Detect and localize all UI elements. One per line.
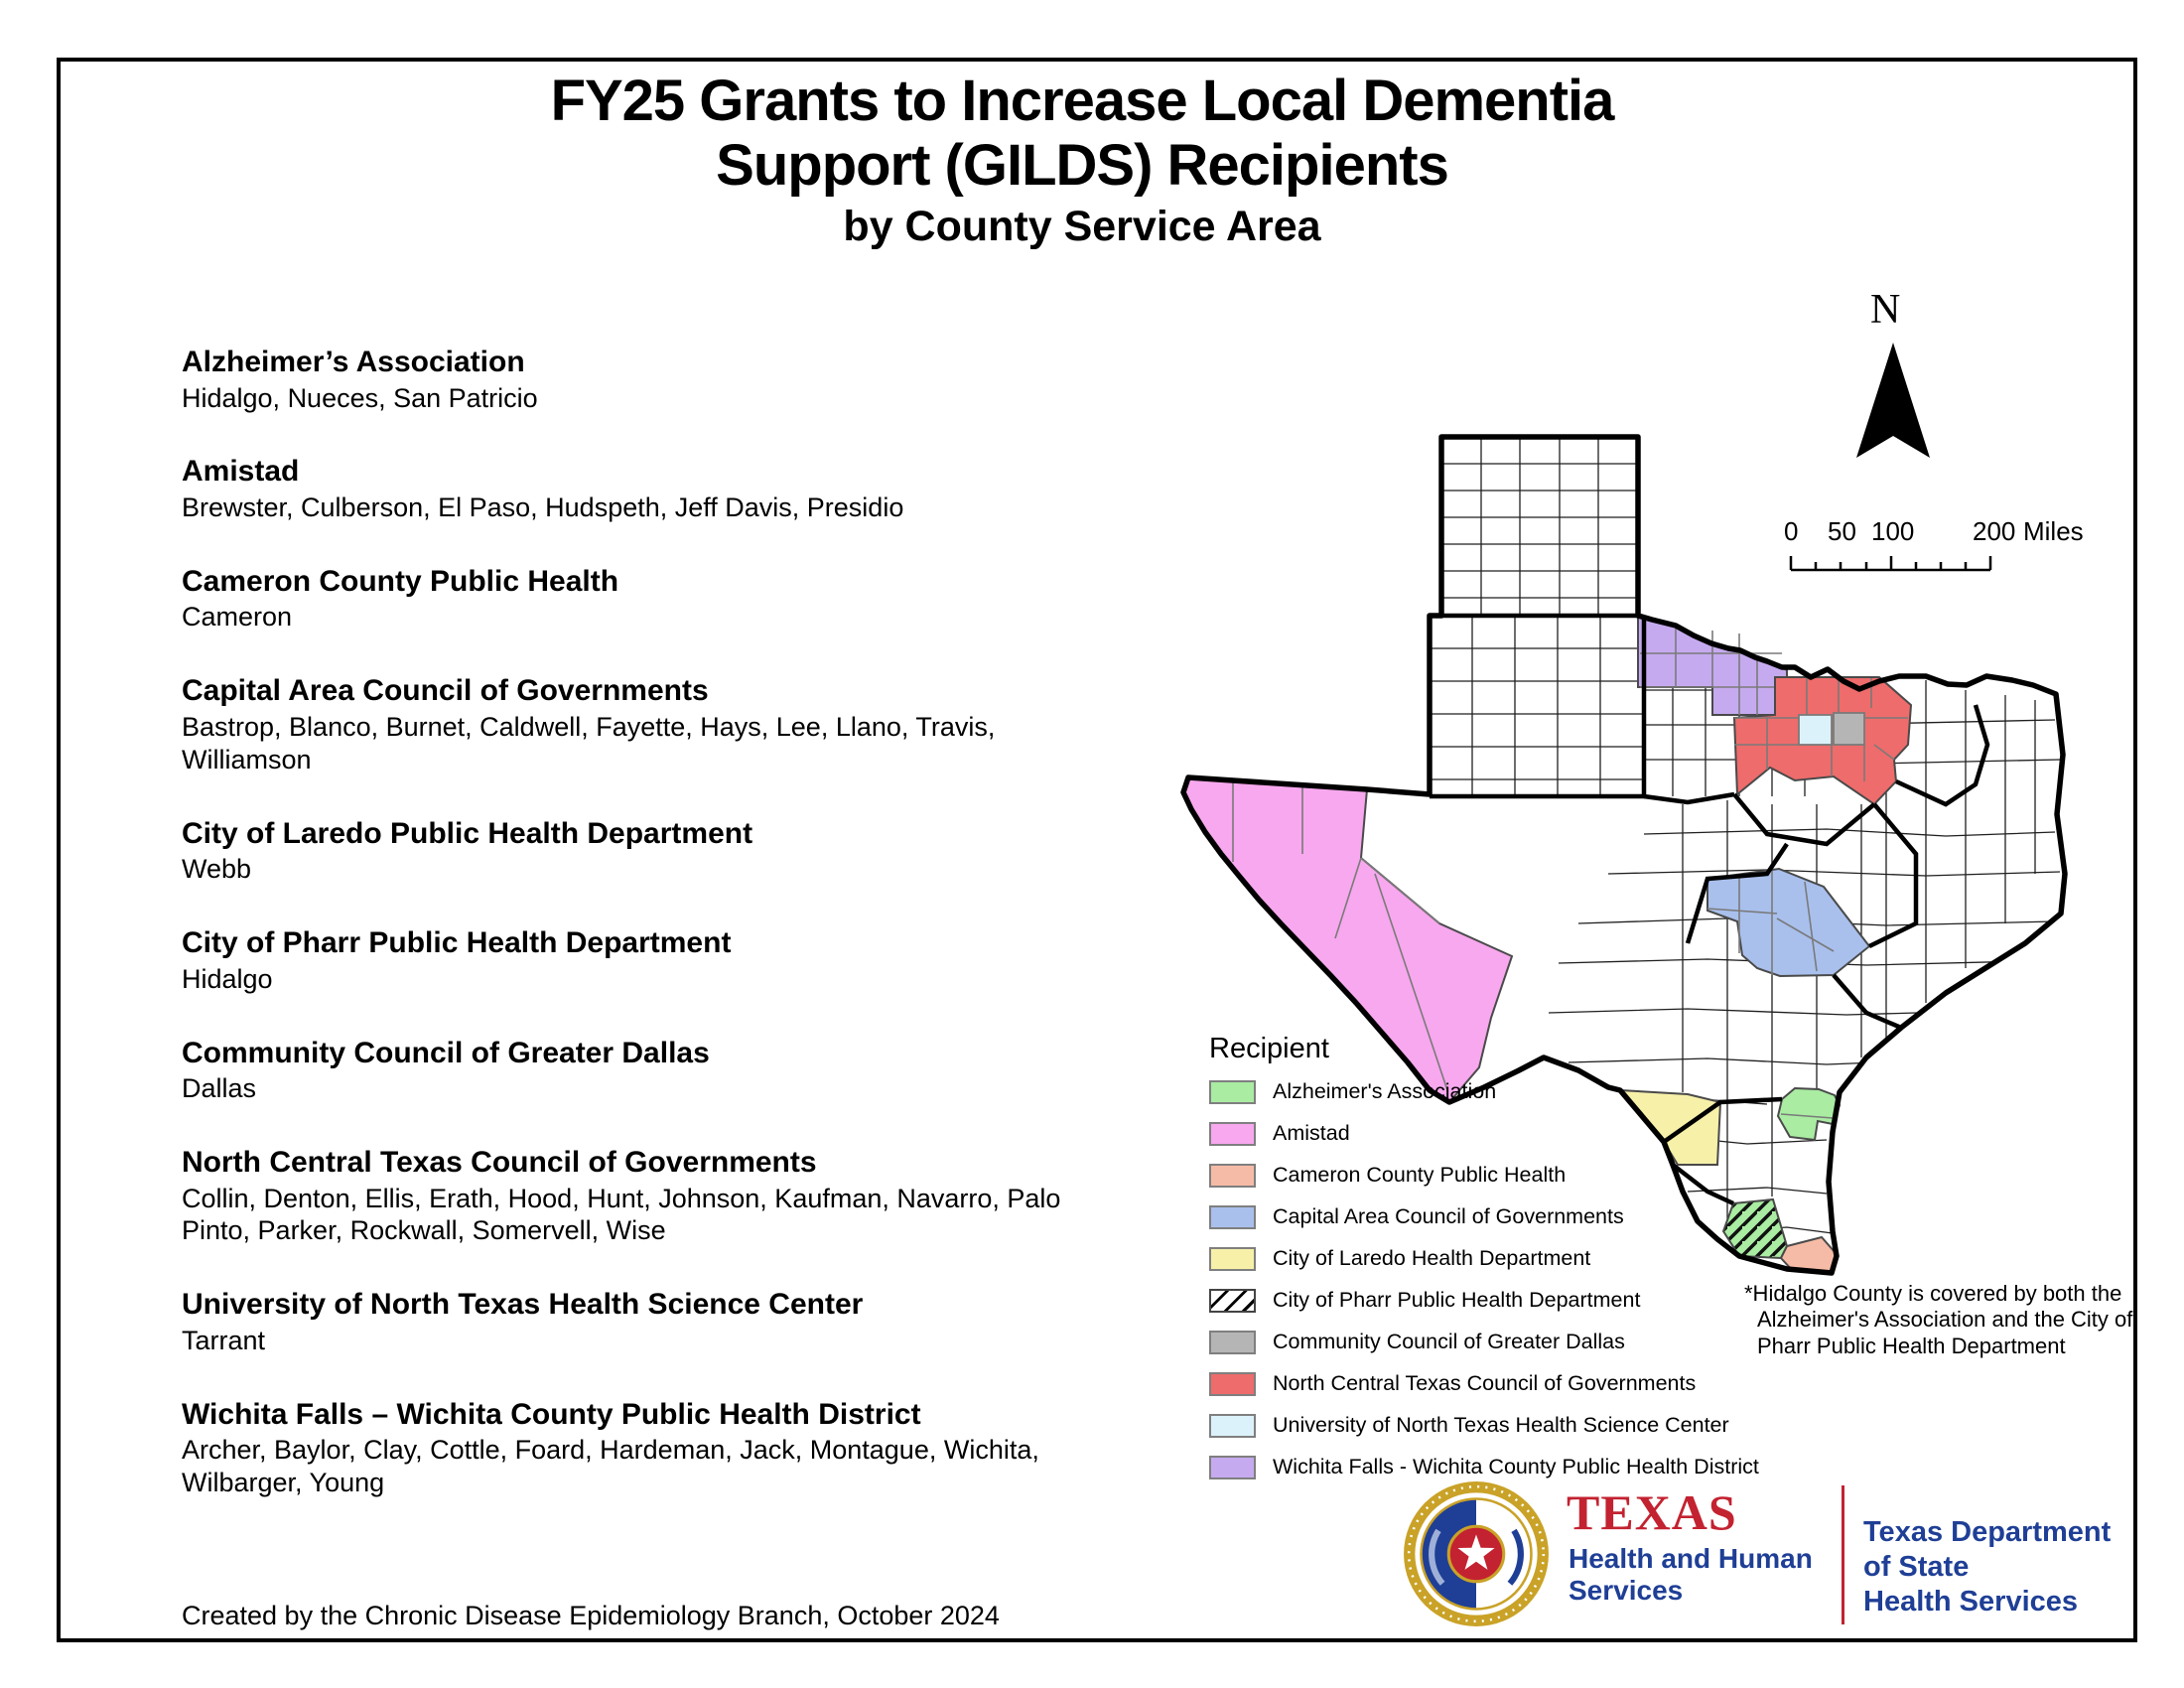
recipient-counties: Dallas xyxy=(182,1073,257,1104)
legend-swatch-pharr-hatch xyxy=(1209,1289,1256,1313)
recipient-name: Amistad xyxy=(182,455,300,489)
title-line-3: by County Service Area xyxy=(843,202,1321,250)
recipient-item xyxy=(182,1288,1075,1356)
recipient-counties: Webb xyxy=(182,854,252,885)
hhs-logo-text xyxy=(1569,1543,1813,1607)
legend-swatch-alzheimers xyxy=(1209,1080,1256,1104)
recipient-counties: Cameron xyxy=(182,602,293,633)
legend-label: Community Council of Greater Dallas xyxy=(1273,1330,1625,1353)
legend-label: Alzheimer's Association xyxy=(1273,1079,1497,1103)
recipient-name: City of Pharr Public Health Department xyxy=(182,926,732,960)
scale-label-50: 50 xyxy=(1828,516,1856,546)
recipient-counties: Archer, Baylor, Clay, Cottle, Foard, Hardeman, Jack, Montague, Wichita, Wilbarger, Young xyxy=(182,1435,1039,1498)
legend-label: Wichita Falls - Wichita County Public Health District xyxy=(1273,1455,1759,1478)
scale-label-0: 0 xyxy=(1784,516,1799,546)
recipient-item xyxy=(182,1398,1075,1499)
legend-item xyxy=(1209,1204,1765,1229)
legend-swatch-nctcog xyxy=(1209,1372,1256,1396)
recipient-counties: Brewster, Culberson, El Paso, Hudspeth, Jeff Davis, Presidio xyxy=(182,492,904,522)
recipient-name: Wichita Falls – Wichita County Public Health District xyxy=(182,1397,921,1431)
hhs-logo-line1: Health and Human xyxy=(1569,1543,1813,1574)
recipient-name: Cameron County Public Health xyxy=(182,564,619,598)
legend-item xyxy=(1209,1246,1765,1271)
legend-label: University of North Texas Health Science Center xyxy=(1273,1413,1729,1437)
legend-item xyxy=(1209,1079,1765,1104)
recipient-item xyxy=(182,565,1075,633)
recipient-name: City of Laredo Public Health Department xyxy=(182,816,753,850)
recipient-item xyxy=(182,817,1075,886)
legend-swatch-ccgd xyxy=(1209,1331,1256,1354)
scale-label-100: 100 xyxy=(1871,516,1915,546)
legend-title: Recipient xyxy=(1209,1033,1329,1064)
page-title xyxy=(308,70,1856,250)
legend-label: City of Laredo Health Department xyxy=(1273,1246,1591,1270)
legend-swatch-amistad xyxy=(1209,1122,1256,1146)
recipient-counties: Collin, Denton, Ellis, Erath, Hood, Hunt, Johnson, Kaufman, Navarro, Palo Pinto, Parker, Rockwall, Somervell, Wise xyxy=(182,1183,1061,1246)
dshs-logo-line2: Health Services xyxy=(1863,1585,2079,1618)
legend-label: Amistad xyxy=(1273,1121,1350,1145)
title-line-1: FY25 Grants to Increase Local Dementia xyxy=(550,69,1614,133)
dshs-logo-text xyxy=(1863,1515,2136,1618)
recipient-item xyxy=(182,346,1075,414)
recipient-item xyxy=(182,926,1075,995)
hhs-logo-texas: TEXAS xyxy=(1567,1484,1737,1540)
legend-item xyxy=(1209,1121,1765,1146)
north-label: N xyxy=(1870,287,1901,333)
legend-label: Cameron County Public Health xyxy=(1273,1163,1567,1187)
recipient-name: University of North Texas Health Science Center xyxy=(182,1288,864,1322)
recipient-counties: Tarrant xyxy=(182,1325,266,1355)
legend-label: North Central Texas Council of Governments xyxy=(1273,1371,1697,1395)
recipient-counties: Hidalgo xyxy=(182,963,273,994)
scale-label-miles: Miles xyxy=(2023,516,2084,546)
recipient-counties: Bastrop, Blanco, Burnet, Caldwell, Fayette, Hays, Lee, Llano, Travis, Williamson xyxy=(182,711,996,774)
recipient-name: Capital Area Council of Governments xyxy=(182,674,709,708)
legend-swatch-wichita xyxy=(1209,1456,1256,1479)
legend-swatch-cameron xyxy=(1209,1164,1256,1188)
legend-item xyxy=(1209,1413,1765,1438)
legend-item xyxy=(1209,1455,1765,1479)
legend-swatch-laredo xyxy=(1209,1247,1256,1271)
legend-swatch-unthsc xyxy=(1209,1414,1256,1438)
scale-label-200: 200 xyxy=(1973,516,2016,546)
map-legend xyxy=(1209,1033,1765,1496)
recipient-item xyxy=(182,455,1075,523)
legend-item xyxy=(1209,1163,1765,1188)
recipient-name: North Central Texas Council of Governments xyxy=(182,1146,817,1179)
hhs-seal-icon xyxy=(1402,1479,1551,1628)
legend-swatch-capcog xyxy=(1209,1205,1256,1229)
recipient-list xyxy=(182,346,1075,1540)
logo-divider xyxy=(1842,1485,1844,1624)
map-region-ccgd-dallas xyxy=(1834,713,1864,745)
recipient-item xyxy=(182,1037,1075,1105)
legend-item xyxy=(1209,1330,1765,1354)
hhs-logo-line2: Services xyxy=(1569,1575,1684,1607)
legend-item xyxy=(1209,1288,1765,1313)
map-region-unthsc-tarrant xyxy=(1799,715,1832,745)
recipient-item xyxy=(182,1146,1075,1247)
legend-label: City of Pharr Public Health Department xyxy=(1273,1288,1641,1312)
legend-label: Capital Area Council of Governments xyxy=(1273,1204,1624,1228)
hidalgo-footnote: *Hidalgo County is covered by both the Alzheimer's Association and the City of Pharr Public Health Department xyxy=(1744,1281,2133,1358)
dshs-logo-line1: Texas Department of State xyxy=(1863,1516,2112,1583)
legend-item xyxy=(1209,1371,1765,1396)
recipient-name: Community Council of Greater Dallas xyxy=(182,1036,710,1069)
recipient-counties: Hidalgo, Nueces, San Patricio xyxy=(182,382,538,413)
credit-line: Created by the Chronic Disease Epidemiology Branch, October 2024 xyxy=(182,1601,1000,1630)
recipient-item xyxy=(182,674,1075,775)
recipient-name: Alzheimer’s Association xyxy=(182,346,525,378)
agency-logos xyxy=(1402,1477,2136,1636)
title-line-2: Support (GILDS) Recipients xyxy=(716,132,1448,198)
